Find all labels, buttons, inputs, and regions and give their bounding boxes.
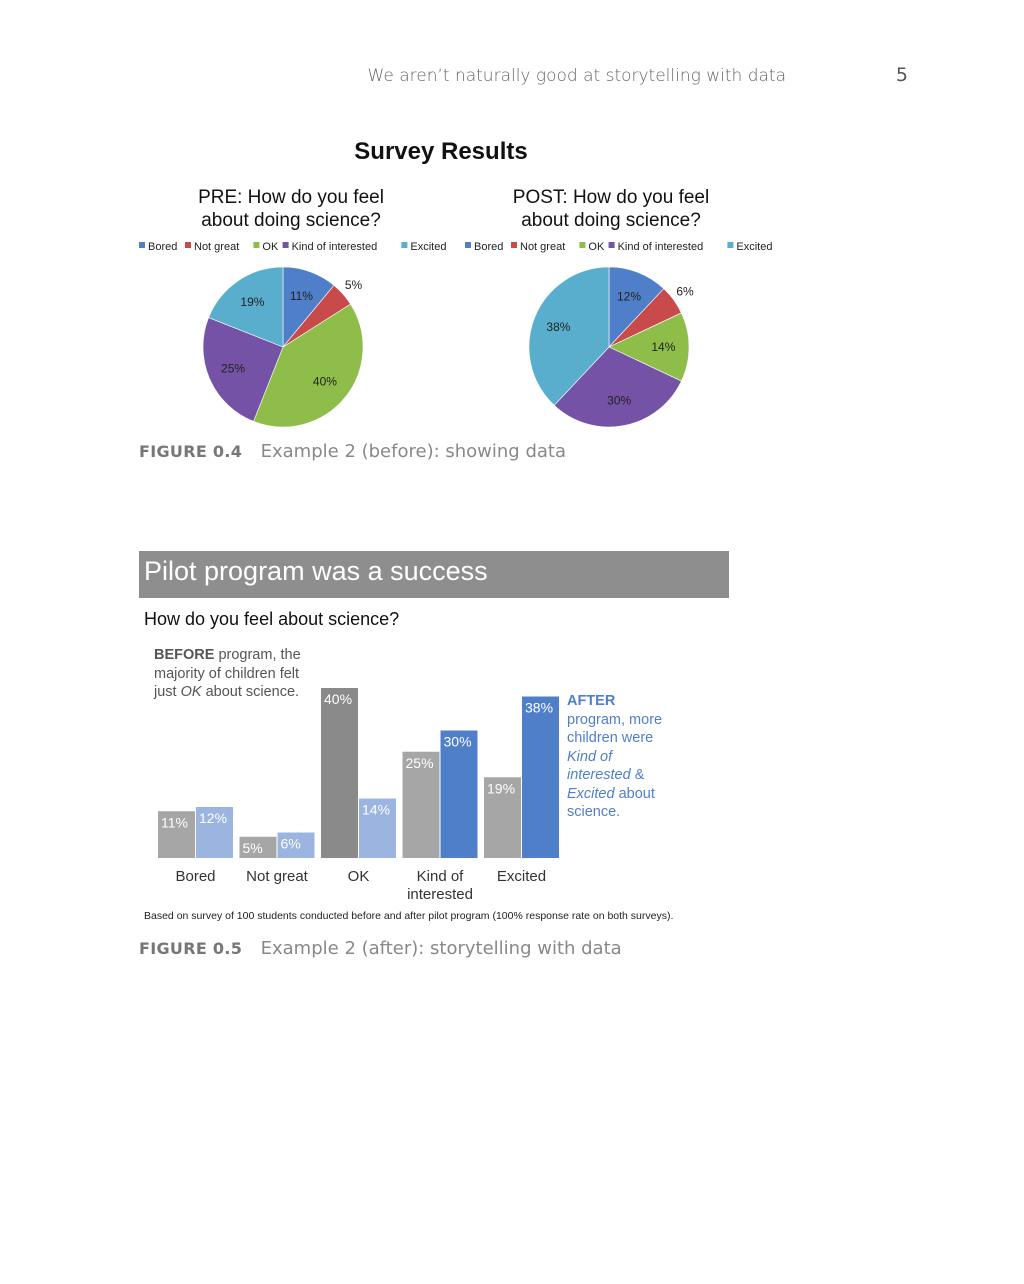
page-number: 5 [895,64,908,86]
pie-subtitle-line: about doing science? [201,210,381,231]
legend-entry: Excited [736,241,773,253]
footnote: Based on survey of 100 students conducted before and after pilot program (100% response rate on both surveys). [144,910,674,922]
chart-question: How do you feel about science? [144,609,400,629]
pie-subtitle-line: POST: How do you feel [512,187,710,208]
bar-before-label: 5% [242,839,263,856]
figure-label: FIGURE 0.5 [139,939,243,958]
pie-data-label: 6% [676,284,694,299]
category-label: Not great [246,868,308,885]
before-note-bold: BEFORE [154,647,215,663]
category-label: Excited [496,868,547,885]
pie-data-label: 40% [312,374,337,389]
pie-data-label: 12% [617,289,642,304]
category-label: Kind of [416,868,464,885]
pie-data-label: 38% [546,319,571,334]
category-label: OK [347,868,370,885]
running-head: We aren’t naturally good at storytelling with data [367,66,786,86]
bar-after-label: 12% [199,810,228,826]
pie-data-label: 14% [651,340,676,354]
figure-caption-text: Example 2 (before): showing data [260,441,566,462]
legend-entry: OK [588,241,605,253]
before-note-em: OK [180,684,202,700]
bar-after [441,731,478,859]
pie-subtitle-line: PRE: How do you feel [198,187,384,208]
legend-entry: OK [262,241,279,253]
bar-before [321,688,358,858]
bar-after-label: 6% [280,835,301,852]
after-note-bold: AFTER [567,693,616,709]
bar-after [522,697,559,859]
chart-title: Survey Results [354,138,528,165]
pie-data-label: 25% [221,361,246,376]
legend-entry: Bored [148,241,178,253]
after-note-text-end: about science. [567,785,655,820]
figure-label: FIGURE 0.4 [139,442,243,461]
legend-entry: Kind of interested [291,241,378,253]
bar-after-label: 14% [362,801,391,818]
legend-entry: Bored [474,241,504,253]
bar-after-label: 38% [525,699,554,716]
legend-entry: Kind of interested [617,241,704,253]
after-note-amp: & [630,767,645,783]
figure-caption-text: Example 2 (after): storytelling with data [260,938,622,959]
category-label: Bored [175,868,216,885]
banner-title: Pilot program was a success [144,556,488,586]
legend-entry: Excited [410,241,447,253]
bar-after-label: 30% [443,733,472,750]
before-note-text-end: about science. [201,684,300,700]
bar-before-label: 11% [161,814,188,831]
legend-entry: Not great [520,241,566,253]
pie-data-label: 30% [607,393,632,408]
pie-subtitle-line: about doing science? [521,210,701,231]
bar-before-label: 19% [487,780,516,797]
category-label: interested [407,886,473,903]
before-note-text: program, the majority of children felt just [154,647,301,700]
figure-05-caption [139,938,622,959]
pie-data-label: 19% [240,295,265,310]
bar-before-label: 25% [405,754,434,771]
after-note-em2: Excited [567,785,615,802]
after-note-em1: Kind of interested [567,748,631,783]
pie-data-label: 11% [289,288,313,303]
after-note-text: program, more children were [567,711,663,746]
bar-before-label: 40% [324,691,353,707]
pie-data-label: 5% [344,277,363,292]
legend-entry: Not great [194,241,240,253]
